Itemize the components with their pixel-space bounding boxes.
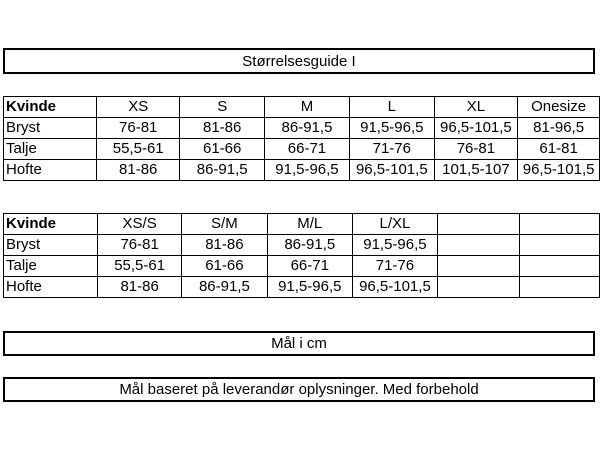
row-label: Hofte — [4, 277, 98, 298]
table-cell: 96,5-101,5 — [350, 160, 435, 181]
table-cell: 86-91,5 — [182, 277, 267, 298]
row-label: Bryst — [4, 235, 98, 256]
disclaimer-text: Mål baseret på leverandør oplysninger. Med forbehold — [119, 381, 479, 398]
row-label: Hofte — [4, 160, 97, 181]
size-table-combined — [3, 213, 600, 298]
table-row — [4, 160, 600, 181]
units-note-box — [3, 331, 595, 356]
table-cell — [519, 256, 599, 277]
table-cell: 76-81 — [434, 139, 518, 160]
table-row — [4, 139, 600, 160]
table-cell — [519, 235, 599, 256]
table-cell — [437, 277, 519, 298]
table-cell — [519, 277, 599, 298]
table-cell: 81-86 — [98, 277, 182, 298]
table-cell: 81-96,5 — [518, 118, 600, 139]
table-cell: 91,5-96,5 — [353, 235, 438, 256]
header-cell: XS — [96, 97, 180, 118]
disclaimer-box — [3, 377, 595, 402]
header-cell: L — [350, 97, 435, 118]
header-cell: Onesize — [518, 97, 600, 118]
table-row — [4, 235, 600, 256]
row-label: Talje — [4, 256, 98, 277]
table-cell: 61-81 — [518, 139, 600, 160]
table-cell: 96,5-101,5 — [518, 160, 600, 181]
size-table-standard — [3, 96, 600, 181]
header-cell: XL — [434, 97, 518, 118]
table-cell: 76-81 — [96, 118, 180, 139]
table-cell: 81-86 — [182, 235, 267, 256]
table-cell: 96,5-101,5 — [353, 277, 438, 298]
size-guide-title: Størrelsesguide I — [242, 52, 356, 70]
table-cell: 96,5-101,5 — [434, 118, 518, 139]
table-row — [4, 118, 600, 139]
units-note: Mål i cm — [271, 335, 327, 352]
header-cell: M/L — [267, 214, 353, 235]
header-cell — [519, 214, 599, 235]
table-cell: 71-76 — [353, 256, 438, 277]
table-cell: 81-86 — [96, 160, 180, 181]
table-cell: 55,5-61 — [96, 139, 180, 160]
table-row — [4, 256, 600, 277]
size-guide-title-box — [3, 48, 595, 74]
table-header-row — [4, 97, 600, 118]
table-cell: 76-81 — [98, 235, 182, 256]
table-cell: 91,5-96,5 — [267, 277, 353, 298]
table-cell: 81-86 — [180, 118, 264, 139]
table-cell — [437, 256, 519, 277]
table-cell: 61-66 — [180, 139, 264, 160]
table-cell — [437, 235, 519, 256]
table-cell: 61-66 — [182, 256, 267, 277]
table-cell: 55,5-61 — [98, 256, 182, 277]
header-cell: S — [180, 97, 264, 118]
header-cell: S/M — [182, 214, 267, 235]
table-cell: 86-91,5 — [267, 235, 353, 256]
header-cell: M — [264, 97, 349, 118]
header-cell: L/XL — [353, 214, 438, 235]
table-cell: 66-71 — [264, 139, 349, 160]
table-cell: 66-71 — [267, 256, 353, 277]
table-cell: 101,5-107 — [434, 160, 518, 181]
table-cell: 91,5-96,5 — [350, 118, 435, 139]
header-cell: Kvinde — [4, 97, 97, 118]
table-header-row — [4, 214, 600, 235]
table-cell: 86-91,5 — [180, 160, 264, 181]
header-cell: Kvinde — [4, 214, 98, 235]
table-cell: 71-76 — [350, 139, 435, 160]
header-cell: XS/S — [98, 214, 182, 235]
table-cell: 91,5-96,5 — [264, 160, 349, 181]
table-cell: 86-91,5 — [264, 118, 349, 139]
table-row — [4, 277, 600, 298]
row-label: Talje — [4, 139, 97, 160]
row-label: Bryst — [4, 118, 97, 139]
header-cell — [437, 214, 519, 235]
